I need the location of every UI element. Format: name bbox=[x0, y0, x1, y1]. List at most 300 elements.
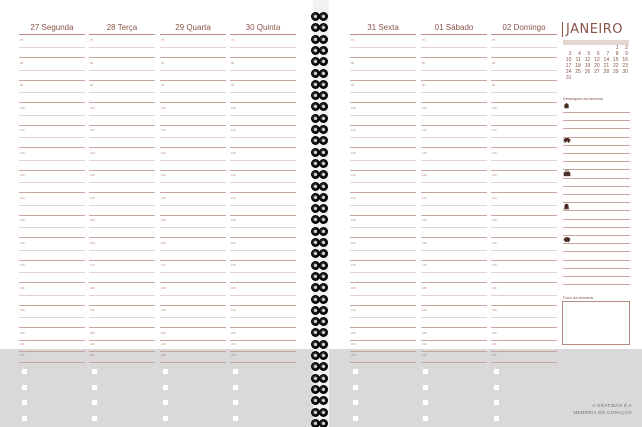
band-marker bbox=[22, 369, 27, 374]
calendar-day[interactable]: 10 bbox=[565, 57, 572, 63]
hour-label: 19h bbox=[422, 308, 428, 312]
half-hour-line bbox=[491, 47, 557, 48]
calendar-day[interactable]: 13 bbox=[594, 57, 600, 63]
hour-slot[interactable] bbox=[19, 126, 85, 148]
hour-label: 19h bbox=[231, 308, 237, 312]
hour-label: 9h bbox=[422, 83, 426, 87]
hour-slot[interactable] bbox=[89, 261, 155, 283]
hour-label: 15h bbox=[231, 218, 237, 222]
half-hour-line bbox=[421, 272, 487, 273]
hour-slot[interactable] bbox=[19, 171, 85, 193]
highlight-line[interactable] bbox=[563, 120, 630, 121]
hour-slot[interactable] bbox=[350, 194, 416, 216]
calendar-day[interactable]: 3 bbox=[568, 51, 572, 57]
calendar-day[interactable]: 4 bbox=[578, 51, 581, 57]
highlight-line[interactable] bbox=[563, 235, 630, 236]
band-marker bbox=[353, 369, 358, 374]
hour-slot[interactable] bbox=[421, 104, 487, 126]
hour-label: 19h bbox=[90, 308, 96, 312]
hour-slot[interactable] bbox=[421, 149, 487, 171]
piggy-bank-icon bbox=[563, 236, 571, 246]
half-hour-line bbox=[19, 272, 85, 273]
half-hour-line bbox=[160, 317, 226, 318]
hour-slot[interactable] bbox=[160, 306, 226, 328]
focus-box[interactable] bbox=[562, 301, 630, 345]
calendar-day[interactable]: 2 bbox=[625, 45, 628, 51]
hour-label: 9h bbox=[492, 83, 496, 87]
calendar-day[interactable]: 12 bbox=[584, 57, 591, 63]
band-marker bbox=[494, 400, 499, 405]
highlight-line[interactable] bbox=[563, 178, 630, 179]
hour-slot[interactable] bbox=[491, 126, 557, 148]
hour-slot[interactable] bbox=[350, 126, 416, 148]
hour-slot[interactable] bbox=[160, 171, 226, 193]
hour-slot[interactable] bbox=[230, 216, 296, 238]
highlight-line[interactable] bbox=[563, 128, 630, 129]
highlight-line[interactable] bbox=[563, 251, 630, 252]
hour-slot[interactable] bbox=[19, 239, 85, 261]
half-hour-line bbox=[350, 295, 416, 296]
half-hour-line bbox=[89, 182, 155, 183]
highlight-line[interactable] bbox=[563, 260, 630, 261]
half-hour-line bbox=[350, 227, 416, 228]
hour-slot[interactable] bbox=[421, 261, 487, 283]
half-hour-line bbox=[19, 182, 85, 183]
hour-slot[interactable] bbox=[89, 81, 155, 103]
half-hour-line bbox=[491, 317, 557, 318]
hour-slot[interactable] bbox=[230, 306, 296, 328]
hour-slot[interactable] bbox=[160, 36, 226, 58]
hour-slot[interactable] bbox=[421, 216, 487, 238]
hour-slot[interactable] bbox=[491, 239, 557, 261]
hour-label: 10h bbox=[231, 105, 237, 110]
planner-left-page bbox=[0, 0, 313, 427]
hour-label: 17h bbox=[351, 263, 357, 267]
hour-label: 10h bbox=[492, 105, 498, 110]
hour-slot[interactable] bbox=[350, 104, 416, 126]
calendar-day[interactable] bbox=[601, 75, 610, 81]
hour-slot[interactable] bbox=[160, 126, 226, 148]
hour-label: 14h bbox=[161, 195, 167, 200]
half-hour-line bbox=[230, 250, 296, 251]
highlight-line[interactable] bbox=[563, 284, 630, 285]
hour-slot[interactable] bbox=[350, 306, 416, 328]
hour-label: 11h bbox=[351, 128, 356, 132]
hour-slot[interactable] bbox=[160, 104, 226, 126]
calendar-day[interactable]: 21 bbox=[603, 63, 610, 69]
hour-slot[interactable] bbox=[491, 261, 557, 283]
hour-slot[interactable] bbox=[89, 351, 155, 363]
spiral-ring bbox=[319, 272, 328, 281]
calendar-day[interactable]: 16 bbox=[622, 57, 628, 63]
hour-label: 9h bbox=[161, 83, 165, 87]
half-hour-line bbox=[491, 137, 557, 138]
hour-slot[interactable] bbox=[89, 126, 155, 148]
hour-slot[interactable] bbox=[491, 59, 557, 81]
hour-label: 21h bbox=[161, 341, 167, 346]
highlight-line[interactable] bbox=[563, 227, 630, 228]
half-hour-line bbox=[421, 92, 487, 93]
half-hour-line bbox=[421, 227, 487, 228]
hour-slot[interactable] bbox=[19, 81, 85, 103]
hour-label: 8h bbox=[90, 60, 94, 65]
hour-slot[interactable] bbox=[160, 81, 226, 103]
calendar-day[interactable]: 1 bbox=[615, 45, 619, 51]
hour-label: 18h bbox=[422, 285, 428, 290]
highlight-line[interactable] bbox=[563, 202, 630, 203]
hour-slot[interactable] bbox=[491, 36, 557, 58]
hour-label: 16h bbox=[422, 240, 428, 245]
hour-slot[interactable] bbox=[421, 36, 487, 58]
spiral-ring bbox=[319, 57, 328, 66]
hour-slot[interactable] bbox=[491, 194, 557, 216]
spiral-ring bbox=[319, 136, 328, 145]
hour-slot[interactable] bbox=[421, 351, 487, 363]
hour-slot[interactable] bbox=[491, 149, 557, 171]
half-hour-line bbox=[160, 70, 226, 71]
spiral-ring bbox=[319, 125, 328, 134]
hour-slot[interactable] bbox=[160, 216, 226, 238]
hour-label: 16h bbox=[161, 240, 167, 245]
hour-slot[interactable] bbox=[89, 171, 155, 193]
hour-slot[interactable] bbox=[160, 261, 226, 283]
hour-slot[interactable] bbox=[89, 306, 155, 328]
hour-slot[interactable] bbox=[230, 194, 296, 216]
hour-slot[interactable] bbox=[19, 216, 85, 238]
hour-slot[interactable] bbox=[19, 194, 85, 216]
hour-slot[interactable] bbox=[230, 149, 296, 171]
half-hour-line bbox=[19, 115, 85, 116]
calendar-day[interactable]: 19 bbox=[584, 63, 591, 69]
hour-label: 9h bbox=[20, 83, 24, 87]
hour-label: 13h bbox=[422, 173, 428, 177]
half-hour-line bbox=[350, 70, 416, 71]
hour-slot[interactable] bbox=[230, 171, 296, 193]
half-hour-line bbox=[230, 92, 296, 93]
hour-slot[interactable] bbox=[89, 239, 155, 261]
hour-label: 8h bbox=[422, 60, 426, 65]
hour-label: 7h bbox=[231, 38, 235, 42]
footer-quote bbox=[570, 402, 632, 416]
half-hour-line bbox=[160, 205, 226, 206]
footer-quote-line-2: MEMÓRIA DO CORAÇÃO bbox=[573, 410, 632, 415]
hour-slot[interactable] bbox=[19, 36, 85, 58]
half-hour-line bbox=[421, 295, 487, 296]
highlight-line[interactable] bbox=[563, 186, 630, 187]
calendar-day[interactable]: 28 bbox=[603, 69, 610, 75]
calendar-day[interactable] bbox=[610, 75, 619, 81]
calendar-day[interactable]: 24 bbox=[565, 69, 572, 75]
hour-label: 14h bbox=[20, 195, 26, 200]
hour-slot[interactable] bbox=[160, 351, 226, 363]
hour-slot[interactable] bbox=[491, 284, 557, 306]
hour-slot[interactable] bbox=[421, 171, 487, 193]
highlights-label: Destaques da semana bbox=[563, 96, 604, 101]
hour-label: 14h bbox=[90, 195, 96, 200]
calendar-day[interactable]: 15 bbox=[612, 57, 619, 63]
hour-slot[interactable] bbox=[491, 216, 557, 238]
hour-slot[interactable] bbox=[160, 149, 226, 171]
hour-slot[interactable] bbox=[230, 239, 296, 261]
highlight-line[interactable] bbox=[563, 276, 630, 277]
spiral-ring bbox=[319, 396, 328, 405]
half-hour-line bbox=[160, 137, 226, 138]
spiral-ring bbox=[319, 69, 328, 78]
spiral-ring bbox=[319, 80, 328, 89]
hour-slot[interactable] bbox=[89, 36, 155, 58]
hour-slot[interactable] bbox=[230, 36, 296, 58]
hour-label: 16h bbox=[492, 240, 498, 245]
highlight-line[interactable] bbox=[563, 137, 630, 138]
calendar-day[interactable]: 29 bbox=[612, 69, 619, 75]
half-hour-line bbox=[350, 137, 416, 138]
day-header: 29 Quarta bbox=[160, 21, 226, 35]
calendar-day[interactable]: 20 bbox=[594, 63, 600, 69]
half-hour-line bbox=[350, 160, 416, 161]
half-hour-line bbox=[89, 70, 155, 71]
hour-label: 15h bbox=[20, 218, 26, 222]
hour-slot[interactable] bbox=[421, 306, 487, 328]
hour-slot[interactable] bbox=[421, 194, 487, 216]
hour-label: 11h bbox=[231, 128, 236, 132]
half-hour-line bbox=[491, 272, 557, 273]
half-hour-line bbox=[421, 205, 487, 206]
hour-label: 13h bbox=[351, 173, 357, 177]
hour-slot[interactable] bbox=[350, 351, 416, 363]
calendar-day[interactable]: 23 bbox=[622, 63, 628, 69]
hour-label: 10h bbox=[422, 105, 428, 110]
calendar-day[interactable]: 9 bbox=[625, 51, 628, 57]
hour-label: 14h bbox=[231, 195, 237, 200]
highlight-line[interactable] bbox=[563, 145, 630, 146]
hour-slot[interactable] bbox=[160, 194, 226, 216]
calendar-day[interactable]: 18 bbox=[575, 63, 581, 69]
hour-slot[interactable] bbox=[421, 239, 487, 261]
highlight-line[interactable] bbox=[563, 210, 630, 211]
hour-label: 13h bbox=[161, 173, 167, 177]
band-marker bbox=[494, 369, 499, 374]
highlight-line[interactable] bbox=[563, 169, 630, 170]
half-hour-line bbox=[19, 47, 85, 48]
calendar-day[interactable]: 7 bbox=[606, 51, 610, 57]
hour-slot[interactable] bbox=[160, 59, 226, 81]
hour-label: 12h bbox=[492, 150, 498, 155]
hour-slot[interactable] bbox=[350, 36, 416, 58]
half-hour-line bbox=[19, 250, 85, 251]
hour-slot[interactable] bbox=[89, 149, 155, 171]
hour-slot[interactable] bbox=[491, 104, 557, 126]
hour-slot[interactable] bbox=[89, 104, 155, 126]
hour-slot[interactable] bbox=[19, 351, 85, 363]
highlight-line[interactable] bbox=[563, 112, 630, 113]
half-hour-line bbox=[19, 317, 85, 318]
hour-label: 8h bbox=[351, 60, 355, 65]
calendar-day[interactable]: 14 bbox=[603, 57, 610, 63]
hour-label: 21h bbox=[90, 341, 96, 346]
half-hour-line bbox=[160, 250, 226, 251]
calendar-day[interactable]: 17 bbox=[565, 63, 572, 69]
band-marker bbox=[233, 416, 238, 421]
spiral-ring bbox=[319, 12, 328, 21]
hour-slot[interactable] bbox=[350, 81, 416, 103]
half-hour-line bbox=[491, 92, 557, 93]
hour-label: 11h bbox=[492, 128, 497, 132]
hour-label: 13h bbox=[20, 173, 26, 177]
half-hour-line bbox=[421, 47, 487, 48]
hour-slot[interactable] bbox=[491, 81, 557, 103]
spiral-ring bbox=[319, 261, 328, 270]
calendar-day[interactable] bbox=[572, 75, 581, 81]
band-marker bbox=[423, 400, 428, 405]
hour-slot[interactable] bbox=[89, 194, 155, 216]
hour-slot[interactable] bbox=[230, 59, 296, 81]
calendar-day[interactable]: 11 bbox=[575, 57, 581, 63]
spiral-ring bbox=[319, 408, 328, 417]
focus-label: Foco da semana bbox=[563, 295, 593, 300]
calendar-day[interactable]: 22 bbox=[612, 63, 619, 69]
spiral-ring bbox=[319, 295, 328, 304]
hour-slot[interactable] bbox=[350, 216, 416, 238]
calendar-day[interactable]: 31 bbox=[565, 75, 572, 81]
hour-slot[interactable] bbox=[421, 81, 487, 103]
hour-slot[interactable] bbox=[230, 126, 296, 148]
hour-slot[interactable] bbox=[491, 351, 557, 363]
footer-quote-line-1: A GRATIDÃO É A bbox=[592, 403, 632, 408]
hour-label: 14h bbox=[351, 195, 357, 200]
hour-label: 17h bbox=[231, 263, 237, 267]
half-hour-line bbox=[230, 47, 296, 48]
hour-slot[interactable] bbox=[421, 59, 487, 81]
half-hour-line bbox=[230, 137, 296, 138]
half-hour-line bbox=[19, 92, 85, 93]
highlight-line[interactable] bbox=[563, 153, 630, 154]
spiral-ring bbox=[319, 317, 328, 326]
hour-label: 21h bbox=[231, 341, 237, 346]
spiral-ring bbox=[319, 283, 328, 292]
hour-label: 15h bbox=[351, 218, 357, 222]
band-marker bbox=[494, 416, 499, 421]
half-hour-line bbox=[160, 295, 226, 296]
hour-slot[interactable] bbox=[230, 81, 296, 103]
hour-label: 17h bbox=[20, 263, 26, 267]
spiral-ring bbox=[319, 204, 328, 213]
hour-slot[interactable] bbox=[89, 59, 155, 81]
half-hour-line bbox=[230, 182, 296, 183]
hour-label: 10h bbox=[161, 105, 167, 110]
hour-slot[interactable] bbox=[350, 59, 416, 81]
half-hour-line bbox=[89, 205, 155, 206]
spiral-ring bbox=[319, 193, 328, 202]
spiral-ring bbox=[319, 182, 328, 191]
hour-slot[interactable] bbox=[350, 261, 416, 283]
hour-slot[interactable] bbox=[19, 104, 85, 126]
hour-slot[interactable] bbox=[421, 126, 487, 148]
highlight-line[interactable] bbox=[563, 194, 630, 195]
hour-label: 21h bbox=[492, 341, 498, 346]
hour-slot[interactable] bbox=[19, 261, 85, 283]
calendar-day[interactable]: 30 bbox=[622, 69, 628, 75]
hour-slot[interactable] bbox=[350, 239, 416, 261]
calendar-day[interactable]: 8 bbox=[615, 51, 619, 57]
hour-label: 19h bbox=[351, 308, 357, 312]
calendar-day[interactable] bbox=[620, 75, 629, 81]
hour-slot[interactable] bbox=[230, 351, 296, 363]
hour-label: 16h bbox=[90, 240, 96, 245]
half-hour-line bbox=[350, 115, 416, 116]
half-hour-line bbox=[421, 182, 487, 183]
half-hour-line bbox=[350, 250, 416, 251]
highlight-line[interactable] bbox=[563, 219, 630, 220]
spiral-ring bbox=[319, 102, 328, 111]
hour-label: 19h bbox=[492, 308, 498, 312]
hour-label: 15h bbox=[492, 218, 498, 222]
half-hour-line bbox=[491, 182, 557, 183]
hour-label: 22h bbox=[351, 352, 357, 357]
highlight-line[interactable] bbox=[563, 161, 630, 162]
hour-slot[interactable] bbox=[230, 261, 296, 283]
hour-slot[interactable] bbox=[19, 306, 85, 328]
highlight-line[interactable] bbox=[563, 243, 630, 244]
half-hour-line bbox=[89, 250, 155, 251]
half-hour-line bbox=[19, 205, 85, 206]
hour-label: 12h bbox=[351, 150, 357, 155]
hour-slot[interactable] bbox=[160, 284, 226, 306]
hour-slot[interactable] bbox=[89, 284, 155, 306]
half-hour-line bbox=[491, 227, 557, 228]
half-hour-line bbox=[160, 92, 226, 93]
hour-label: 22h bbox=[422, 352, 428, 357]
calendar-day[interactable]: 26 bbox=[584, 69, 591, 75]
day-header: 31 Sexta bbox=[350, 21, 416, 35]
calendar-day[interactable] bbox=[591, 75, 600, 81]
hour-slot[interactable] bbox=[491, 171, 557, 193]
spiral-ring bbox=[319, 374, 328, 383]
band-marker bbox=[233, 385, 238, 390]
mini-calendar bbox=[563, 45, 629, 81]
hour-slot[interactable] bbox=[350, 284, 416, 306]
hour-slot[interactable] bbox=[89, 216, 155, 238]
band-marker bbox=[92, 369, 97, 374]
hour-slot[interactable] bbox=[350, 171, 416, 193]
hour-slot[interactable] bbox=[19, 284, 85, 306]
hour-slot[interactable] bbox=[19, 59, 85, 81]
half-hour-line bbox=[350, 92, 416, 93]
hour-label: 7h bbox=[351, 38, 355, 42]
hour-label: 22h bbox=[90, 352, 96, 357]
calendar-day[interactable]: 25 bbox=[575, 69, 581, 75]
hour-slot[interactable] bbox=[230, 104, 296, 126]
highlight-line[interactable] bbox=[563, 268, 630, 269]
half-hour-line bbox=[19, 227, 85, 228]
hour-label: 9h bbox=[90, 83, 94, 87]
calendar-day[interactable]: 27 bbox=[594, 69, 600, 75]
calendar-day[interactable]: 5 bbox=[587, 51, 591, 57]
hour-label: 15h bbox=[161, 218, 167, 222]
hour-slot[interactable] bbox=[230, 284, 296, 306]
calendar-day[interactable]: 6 bbox=[596, 51, 600, 57]
hour-slot[interactable] bbox=[160, 239, 226, 261]
band-marker bbox=[494, 385, 499, 390]
hour-label: 18h bbox=[351, 285, 357, 290]
hour-slot[interactable] bbox=[350, 149, 416, 171]
half-hour-line bbox=[421, 70, 487, 71]
hour-slot[interactable] bbox=[491, 306, 557, 328]
band-marker bbox=[92, 416, 97, 421]
spiral-ring bbox=[319, 91, 328, 100]
hour-slot[interactable] bbox=[421, 284, 487, 306]
calendar-day[interactable] bbox=[582, 75, 591, 81]
hour-slot[interactable] bbox=[19, 149, 85, 171]
